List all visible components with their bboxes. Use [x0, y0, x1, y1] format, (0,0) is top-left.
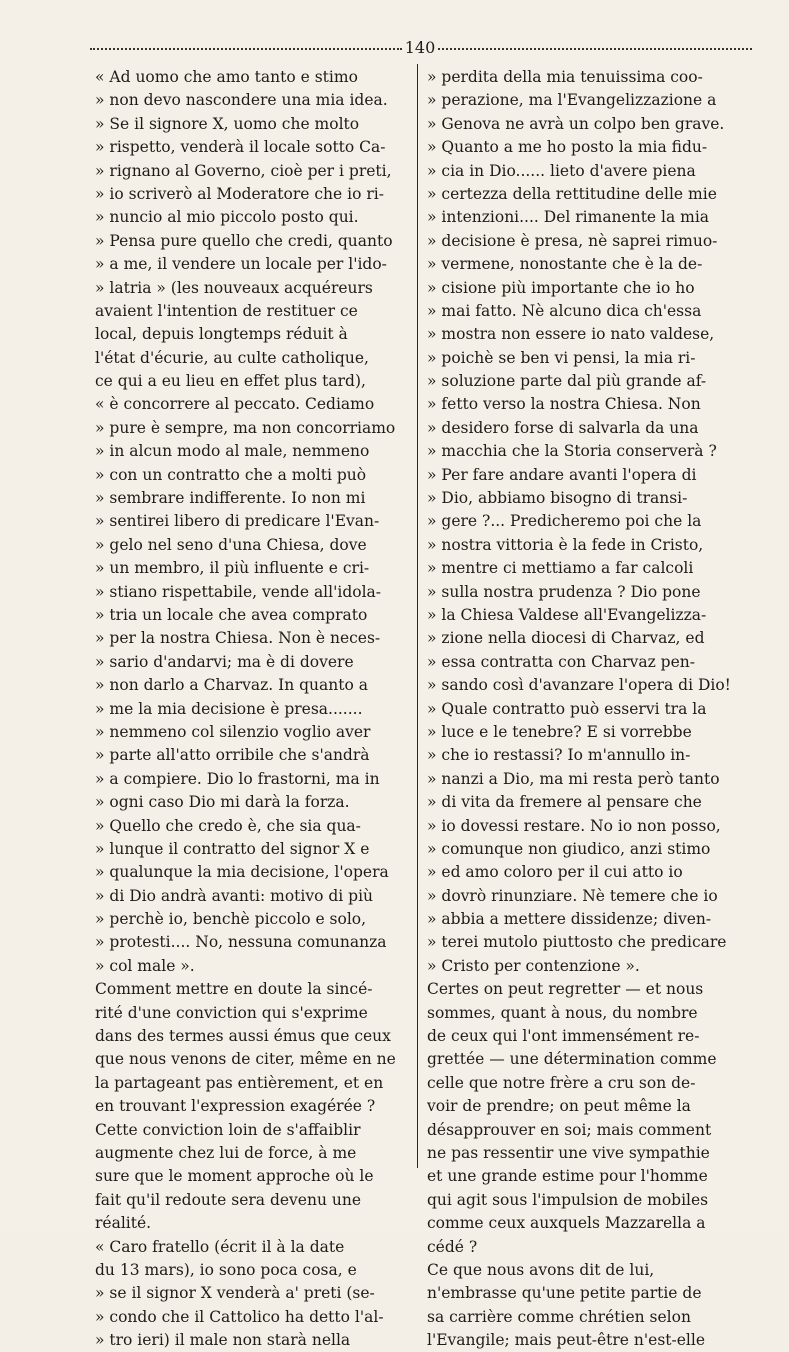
text-line: » col male ».: [95, 956, 195, 975]
text-line: » io scriverò al Moderatore che io ri-: [95, 184, 384, 203]
text-line: » parte all'atto orribile che s'andrà: [95, 746, 370, 765]
text-line: » luce e le tenebre? E si vorrebbe: [427, 722, 692, 741]
text-line: désapprouver en soi; mais comment: [427, 1120, 712, 1139]
text-line: sommes, quant à nous, du nombre: [427, 1003, 698, 1022]
text-line: » Quale contratto può esservi tra la: [427, 699, 707, 718]
left-column: [95, 66, 409, 1352]
text-line: » Pensa pure quello che credi, quanto: [95, 231, 393, 250]
text-line: » a compiere. Dio lo frastorni, ma in: [95, 769, 380, 788]
text-line: » abbia a mettere dissidenze; diven-: [427, 910, 712, 929]
text-line: » a me, il vendere un locale per l'ido-: [95, 255, 387, 274]
text-line: » che io restassi? Io m'annullo in-: [427, 746, 691, 765]
text-line: » mai fatto. Nè alcuno dica ch'essa: [427, 301, 702, 320]
text-line: » sentirei libero di predicare l'Evan-: [95, 512, 380, 531]
text-line: que nous venons de citer, même en ne: [95, 1050, 396, 1069]
text-line: » Cristo per contenzione ».: [427, 956, 640, 975]
text-line: » mostra non essere io nato valdese,: [427, 325, 715, 344]
text-line: » se il signor X venderà a' preti (se-: [95, 1284, 375, 1303]
text-line: Comment mettre en doute la sincé-: [95, 980, 373, 999]
text-line: » Dio, abbiamo bisogno di transi-: [427, 489, 688, 508]
text-line: « è concorrere al peccato. Cediamo: [95, 395, 375, 414]
text-line: » intenzioni.... Del rimanente la mia: [427, 208, 710, 227]
text-line: la partageant pas entièrement, et en: [95, 1073, 384, 1092]
text-line: » sando così d'avanzare l'opera di Dio!: [427, 676, 731, 695]
text-line: » certezza della rettitudine delle mie: [427, 184, 717, 203]
text-line: Certes on peut regretter — et nous: [427, 980, 704, 999]
text-line: » perchè io, benchè piccolo e solo,: [95, 910, 367, 929]
text-line: sa carrière comme chrétien selon: [427, 1307, 691, 1326]
page-header: [90, 38, 752, 58]
text-line: » lunque il contratto del signor X e: [95, 839, 370, 858]
text-line: cédé ?: [427, 1237, 478, 1256]
text-line: » comunque non giudico, anzi stimo: [427, 839, 711, 858]
text-line: n'embrasse qu'une petite partie de: [427, 1284, 702, 1303]
text-line: » protesti.... No, nessuna comunanza: [95, 933, 387, 952]
text-line: » Genova ne avrà un colpo ben grave.: [427, 114, 725, 133]
text-line: » ogni caso Dio mi darà la forza.: [95, 793, 350, 812]
text-line: l'Evangile; mais peut-être n'est-elle: [427, 1331, 706, 1350]
text-line: » nuncio al mio piccolo posto qui.: [95, 208, 359, 227]
text-line: sure que le moment approche où le: [95, 1167, 374, 1186]
text-line: » con un contratto che a molti può: [95, 465, 367, 484]
text-line: » non darlo a Charvaz. In quanto a: [95, 676, 368, 695]
text-line: » nanzi a Dio, ma mi resta però tanto: [427, 769, 720, 788]
text-line: ce qui a eu lieu en effet plus tard),: [95, 372, 366, 391]
text-line: rité d'une conviction qui s'exprime: [95, 1003, 368, 1022]
text-line: ne pas ressentir une vive sympathie: [427, 1143, 710, 1162]
text-line: » decisione è presa, nè saprei rimuo-: [427, 231, 718, 250]
text-line: et une grande estime pour l'homme: [427, 1167, 708, 1186]
text-line: » perdita della mia tenuissima coo-: [427, 68, 703, 86]
text-line: » qualunque la mia decisione, l'opera: [95, 863, 389, 882]
text-line: » nostra vittoria è la fede in Cristo,: [427, 535, 704, 554]
text-line: voir de prendre; on peut même la: [427, 1097, 691, 1116]
text-line: » rignano al Governo, cioè per i preti,: [95, 161, 392, 180]
page-number: 140: [404, 38, 436, 57]
text-line: local, depuis longtemps réduit à: [95, 325, 348, 344]
text-line: » sembrare indifferente. Io non mi: [95, 489, 366, 508]
text-line: » mentre ci mettiamo a far calcoli: [427, 559, 694, 578]
text-line: » sulla nostra prudenza ? Dio pone: [427, 582, 701, 601]
text-line: » me la mia decisione è presa.......: [95, 699, 363, 718]
text-line: dans des termes aussi émus que ceux: [95, 1027, 391, 1046]
text-line: » fetto verso la nostra Chiesa. Non: [427, 395, 701, 414]
text-line: » rispetto, venderà il locale sotto Ca-: [95, 138, 386, 157]
text-line: » stiano rispettabile, vende all'idola-: [95, 582, 382, 601]
text-line: » terei mutolo piuttosto che predicare: [427, 933, 727, 952]
text-line: avaient l'intention de restituer ce: [95, 301, 358, 320]
column-divider: [417, 64, 418, 1168]
header-rule-left: [90, 48, 402, 50]
text-line: » di vita da fremere al pensare che: [427, 793, 702, 812]
text-line: » condo che il Cattolico ha detto l'al-: [95, 1307, 384, 1326]
text-line: » cisione più importante che io ho: [427, 278, 695, 297]
text-line: « Caro fratello (écrit il à la date: [95, 1237, 345, 1256]
text-line: » un membro, il più influente e cri-: [95, 559, 370, 578]
text-line: » la Chiesa Valdese all'Evangelizza-: [427, 605, 707, 624]
text-line: « Ad uomo che amo tanto e stimo: [95, 68, 358, 86]
text-line: » ed amo coloro per il cui atto io: [427, 863, 683, 882]
text-line: » vermene, nonostante che è la de-: [427, 255, 703, 274]
text-line: » Se il signore X, uomo che molto: [95, 114, 360, 133]
text-line: » latria » (les nouveaux acquéreurs: [95, 278, 373, 297]
right-column: [427, 66, 755, 1352]
text-line: » io dovessi restare. No io non posso,: [427, 816, 721, 835]
text-line: » soluzione parte dal più grande af-: [427, 372, 707, 391]
text-line: » desidero forse di salvarla da una: [427, 418, 699, 437]
text-line: l'état d'écurie, au culte catholique,: [95, 348, 369, 367]
text-line: » di Dio andrà avanti: motivo di più: [95, 886, 374, 905]
text-line: » Quello che credo è, che sia qua-: [95, 816, 361, 835]
text-line: » cia in Dio...... lieto d'avere piena: [427, 161, 696, 180]
text-line: » nemmeno col silenzio voglio aver: [95, 722, 371, 741]
text-line: réalité.: [95, 1214, 152, 1233]
text-line: » gelo nel seno d'una Chiesa, dove: [95, 535, 367, 554]
text-line: » essa contratta con Charvaz pen-: [427, 652, 695, 671]
text-line: » dovrò rinunziare. Nè temere che io: [427, 886, 718, 905]
text-line: Cette conviction loin de s'affaiblir: [95, 1120, 361, 1139]
text-line: celle que notre frère a cru son de-: [427, 1073, 696, 1092]
text-line: » tria un locale che avea comprato: [95, 605, 368, 624]
text-line: » gere ?... Predicheremo poi che la: [427, 512, 702, 531]
text-line: » sario d'andarvi; ma è di dovere: [95, 652, 354, 671]
text-line: comme ceux auxquels Mazzarella a: [427, 1214, 706, 1233]
text-line: » in alcun modo al male, nemmeno: [95, 442, 370, 461]
text-line: » Quanto a me ho posto la mia fidu-: [427, 138, 708, 157]
text-line: grettée — une détermination comme: [427, 1050, 717, 1069]
text-line: de ceux qui l'ont immensément re-: [427, 1027, 700, 1046]
text-line: en trouvant l'expression exagérée ?: [95, 1097, 376, 1116]
text-line: » poichè se ben vi pensi, la mia ri-: [427, 348, 696, 367]
text-line: qui agit sous l'impulsion de mobiles: [427, 1190, 709, 1209]
text-line: du 13 mars), io sono poca cosa, e: [95, 1260, 357, 1279]
text-line: » tro ieri) il male non starà nella: [95, 1331, 351, 1350]
text-line: augmente chez lui de force, à me: [95, 1143, 357, 1162]
text-line: fait qu'il redoute sera devenu une: [95, 1190, 362, 1209]
text-line: » Per fare andare avanti l'opera di: [427, 465, 697, 484]
header-rule-right: [438, 48, 752, 50]
text-line: » pure è sempre, ma non concorriamo: [95, 418, 396, 437]
text-line: » non devo nascondere una mia idea.: [95, 91, 388, 110]
text-line: Ce que nous avons dit de lui,: [427, 1260, 655, 1279]
text-line: » per la nostra Chiesa. Non è neces-: [95, 629, 381, 648]
text-line: » perazione, ma l'Evangelizzazione a: [427, 91, 717, 110]
text-line: » macchia che la Storia conserverà ?: [427, 442, 717, 461]
text-line: » zione nella diocesi di Charvaz, ed: [427, 629, 705, 648]
